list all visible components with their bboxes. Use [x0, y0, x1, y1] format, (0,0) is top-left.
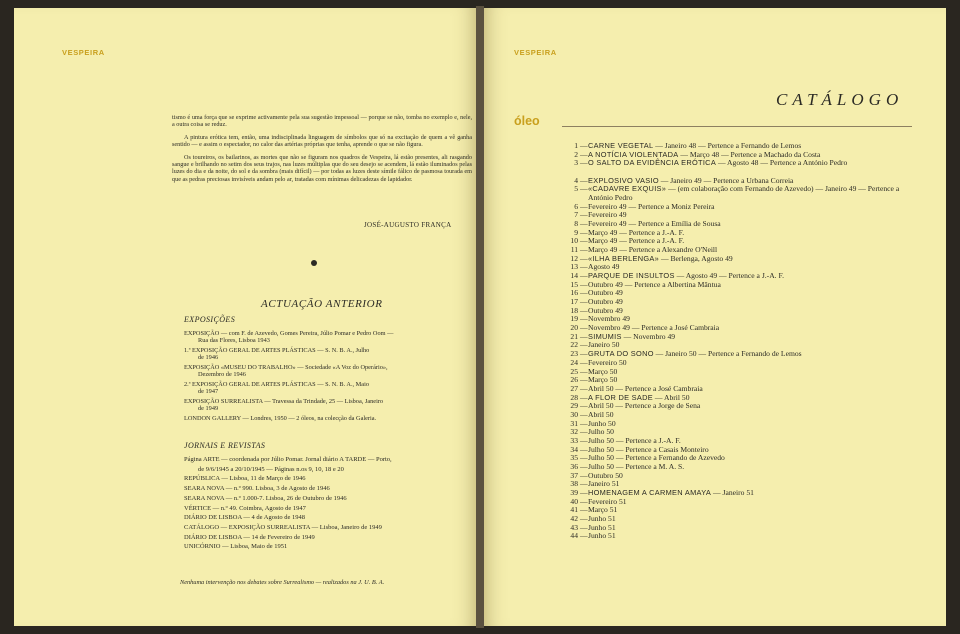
catalog-item-number: 24 — [570, 357, 578, 367]
catalog-item-detail: Fevereiro 51 — [588, 496, 627, 506]
catalog-item-detail: — Março 48 — Pertence a Machado da Costa — [678, 149, 821, 159]
catalog-item-title: «ILHA BERLENGA» — [588, 253, 660, 263]
catalog-item-dash: — — [580, 375, 588, 385]
catalog-item-number: 33 — [570, 435, 578, 445]
catalog-item-number: 44 — [570, 531, 578, 541]
catalog-item-dash: — — [580, 253, 588, 263]
catalog-item-detail: Outubro 50 — [588, 470, 623, 480]
catalog-item-detail: Março 51 — [588, 505, 618, 515]
catalog-item-detail: Novembro 49 — Pertence a José Cambraia — [588, 323, 720, 333]
catalog-item — [564, 524, 924, 533]
catalog-item-detail: — Abril 50 — [653, 392, 690, 402]
catalog-item-text — [588, 532, 924, 541]
catalog-item-dash: — — [580, 383, 588, 393]
catalog-item-detail: Novembro 49 — [588, 314, 630, 324]
catalog-item-number: 18 — [570, 305, 578, 315]
jornal-line: SEARA NOVA — n.º 990. Lisboa, 3 de Agosto de 1946 — [184, 485, 330, 493]
catalog-item-detail: Julho 50 — Pertence a Fernando de Azevedo — [588, 453, 725, 463]
catalog-item — [564, 420, 924, 429]
catalog-item-dash: — — [580, 288, 588, 298]
catalog-item-dash: — — [580, 479, 588, 489]
catalog-item-number: 9 — [574, 227, 578, 237]
catalog-item-dash: — — [580, 531, 588, 541]
catalog-item-number: 37 — [570, 470, 578, 480]
book-gutter — [476, 6, 484, 628]
catalog-item-dash: — — [580, 453, 588, 463]
catalog-item-number: 34 — [570, 444, 578, 454]
catalog-list — [564, 142, 924, 541]
catalog-item-detail: — Janeiro 49 — Pertence a Urbana Correia — [658, 175, 794, 185]
catalog-item — [564, 498, 924, 507]
catalog-item-text — [588, 498, 924, 507]
catalog-item-dash: — — [580, 262, 588, 272]
jornal-line: SEARA NOVA — n.º 1.000-7. Lisboa, 26 de Outubro de 1946 — [184, 494, 347, 502]
catalog-item-detail: Outubro 49 — Pertence a Albertina Mântua — [588, 279, 721, 289]
catalog-item-dash: — — [580, 210, 588, 220]
catalog-item-detail: — Janeiro 50 — Pertence a Fernando de Lemos — [653, 349, 802, 359]
catalog-item — [564, 159, 924, 176]
catalog-item-number: 39 — [570, 487, 578, 497]
running-head-right: VESPEIRA — [514, 48, 557, 57]
catalog-item-number: 7 — [574, 210, 578, 220]
catalog-item-dash: — — [580, 184, 588, 194]
catalog-item-text — [588, 307, 924, 316]
exposicao-line: EXPOSIÇÃO — com F. de Azevedo, Gomes Pereira, Júlio Pomar e Pedro Oom — — [184, 330, 394, 337]
catalog-item-text — [588, 506, 924, 515]
catalog-item-detail: Julho 50 — Pertence a Casais Monteiro — [588, 444, 709, 454]
catalog-item-text — [588, 281, 924, 290]
jornais-list — [184, 455, 476, 552]
catalog-item-detail: Julho 50 — Pertence a M. A. S. — [588, 461, 685, 471]
catalog-item-title: GRUTA DO SONO — [588, 349, 654, 359]
catalog-item-detail: Março 49 — Pertence a Alexandre O'Neill — [588, 245, 718, 255]
catalog-section-oleo: óleo — [514, 114, 540, 128]
footnote: Nenhuma intervenção nos debates sobre Surrealismo — realizados na J. U. B. A. — [180, 579, 385, 586]
catalog-item-dash: — — [580, 427, 588, 437]
catalog-item-title: HOMENAGEM A CARMEN AMAYA — [588, 487, 712, 497]
catalog-item-number: 21 — [570, 331, 578, 341]
catalog-item-dash: — — [580, 227, 588, 237]
exposicao-entry — [184, 364, 476, 378]
catalog-item-text — [588, 420, 924, 429]
catalog-item-text — [588, 402, 924, 411]
exposicao-line: 2.ª EXPOSIÇÃO GERAL DE ARTES PLÁSTICAS — S. N. B. A., Maio — [184, 381, 369, 388]
catalog-item-title: O SALTO DA EVIDÊNCIA ERÓTICA — [588, 158, 717, 168]
catalog-item-dash: — — [580, 418, 588, 428]
catalog-item-title: A NOTÍCIA VIOLENTADA — [588, 149, 679, 159]
exposicao-continuation: de 1946 — [198, 354, 219, 362]
catalog-item-number: 31 — [570, 418, 578, 428]
catalog-item-dash: — — [580, 401, 588, 411]
exposicao-entry — [184, 415, 476, 422]
catalog-item-number: 28 — [570, 392, 578, 402]
catalog-item-text — [588, 185, 924, 202]
catalog-item-dash: — — [580, 149, 588, 159]
catalog-item-number: 30 — [570, 409, 578, 419]
catalog-item-dash: — — [580, 175, 588, 185]
catalog-item-number: 19 — [570, 314, 578, 324]
catalog-item-detail: — Janeiro 51 — [711, 487, 754, 497]
catalog-item-dash: — — [580, 392, 588, 402]
catalog-item-title: A FLOR DE SADE — [588, 392, 653, 402]
catalog-item — [564, 402, 924, 411]
jornais-heading: JORNAIS E REVISTAS — [184, 441, 266, 450]
catalog-item-dash: — — [580, 158, 588, 168]
catalog-item-text — [588, 333, 924, 342]
catalog-item-number: 12 — [570, 253, 578, 263]
catalog-item-number: 15 — [570, 279, 578, 289]
catalog-item-dash: — — [580, 323, 588, 333]
catalog-item-detail: Março 49 — Pertence a J.-A. F. — [588, 227, 685, 237]
catalog-item-detail: Junho 51 — [588, 513, 616, 523]
catalog-item-number: 42 — [570, 513, 578, 523]
catalog-item-dash: — — [580, 366, 588, 376]
catalog-item-dash: — — [580, 444, 588, 454]
catalog-item-number: 36 — [570, 461, 578, 471]
catalog-item-number: 26 — [570, 375, 578, 385]
exposicao-continuation: Rua das Flores, Lisboa 1943 — [198, 337, 270, 345]
catalog-item-dash: — — [580, 331, 588, 341]
catalog-item-detail: Março 49 — Pertence a J.-A. F. — [588, 236, 685, 246]
catalog-item-number: 16 — [570, 288, 578, 298]
catalog-item-detail: Agosto 49 — [588, 262, 620, 272]
catalog-item-text — [588, 489, 924, 498]
catalog-item-dash: — — [580, 513, 588, 523]
catalog-item-detail: — Berlenga, Agosto 49 — [659, 253, 733, 263]
catalog-item-number: 1 — [574, 141, 578, 150]
catalog-item-detail: Abril 50 — Pertence a Jorge de Sena — [588, 401, 701, 411]
right-page — [484, 8, 946, 626]
jornal-entry — [184, 523, 476, 533]
left-page — [14, 8, 476, 626]
catalog-item-number: 17 — [570, 297, 578, 307]
catalog-item-dash: — — [580, 505, 588, 515]
catalog-item-number: 3 — [574, 158, 578, 168]
catalog-item-number: 35 — [570, 453, 578, 463]
jornal-line: UNICÓRNIO — Lisboa, Maio de 1951 — [184, 543, 288, 551]
catalog-item-dash: — — [580, 470, 588, 480]
catalog-item-dash: — — [580, 245, 588, 255]
catalog-item-title: EXPLOSIVO VASIO — [588, 175, 659, 185]
essay-paragraph: A pintura erótica tem, então, uma indisciplinada linguagem de símbolos que só na excitação de quem a vê ganha sentido — e assim o espectador, no calor das artérias próprias que tenha, aprende o que se não figura. — [172, 133, 472, 149]
catalog-item-dash: — — [580, 522, 588, 532]
catalog-item-text — [588, 298, 924, 307]
catalog-item — [564, 515, 924, 524]
catalog-item-dash: — — [580, 201, 588, 211]
catalog-item-detail: Março 50 — [588, 375, 618, 385]
catalog-title: CATÁLOGO — [776, 90, 904, 109]
catalog-item-detail: — Agosto 49 — Pertence a J.-A. F. — [674, 271, 784, 281]
catalog-item-title: CARNE VEGETAL — [588, 141, 654, 150]
essay-paragraph: Os toureiros, os bailarinos, as mortes que não se figuram nos quadros de Vespeira, lá estão presentes, ali rasgando sangue e brilhando no setim dos seus trajos, nas luzes múltiplas que do seu desejo se acendem, lá estão iluminados pelas luzes do dia e da noite, do sol e da sombra (mais difícil) — por todas as luzes deste símile fálico de pasmosa tourada em que as pedras preciosas invisíveis andam pelo ar, tratadas com mínimas delicadezas de lapidador. — [172, 153, 472, 183]
catalog-item-dash: — — [580, 357, 588, 367]
catalog-item-dash: — — [580, 340, 588, 350]
catalog-item — [564, 506, 924, 515]
section-rule — [562, 126, 912, 127]
catalog-item-title: «CADAVRE EXQUIS» — [588, 184, 667, 194]
catalog-item — [564, 359, 924, 368]
catalog-item-detail: Julho 50 — [588, 427, 614, 437]
catalog-item-number: 5 — [574, 184, 578, 194]
catalog-item-detail: Abril 50 — Pertence a José Cambraia — [588, 383, 703, 393]
catalog-item — [564, 368, 924, 377]
catalog-item-number: 4 — [574, 175, 578, 185]
jornal-entry — [184, 504, 476, 514]
catalog-item-text — [588, 515, 924, 524]
catalog-item-number: 25 — [570, 366, 578, 376]
exposicao-continuation: Dezembro de 1946 — [198, 371, 246, 379]
catalog-item — [564, 411, 924, 420]
catalog-item-detail: — Agosto 48 — Pertence a António Pedro — [716, 158, 848, 168]
catalog-item-dash: — — [580, 461, 588, 471]
catalog-item-detail: Janeiro 50 — [588, 340, 620, 350]
jornal-entry — [184, 455, 476, 474]
catalog-item-detail: Fevereiro 50 — [588, 357, 627, 367]
catalog-item — [564, 532, 924, 541]
catalog-item-detail: Junho 51 — [588, 522, 616, 532]
catalog-item-number: 6 — [574, 201, 578, 211]
catalog-item-number: 10 — [570, 236, 578, 246]
jornal-entry — [184, 542, 476, 552]
jornal-line: DIÁRIO DE LISBOA — 4 de Agosto de 1948 — [184, 514, 305, 522]
catalog-item-text — [588, 524, 924, 533]
catalog-item-detail: Janeiro 51 — [588, 479, 620, 489]
jornal-continuation: de 9/6/1945 a 20/10/1945 — Páginas n.os 9, 10, 18 e 20 — [198, 465, 344, 473]
catalog-item-text — [588, 203, 924, 212]
catalog-item-detail: Outubro 49 — [588, 297, 623, 307]
catalog-item-dash: — — [580, 487, 588, 497]
catalog-item-dash: — — [580, 236, 588, 246]
exposicao-line: LONDON GALLERY — Londres, 1950 — 2 óleos, na colecção da Galeria. — [184, 415, 377, 422]
catalog-item-text — [588, 368, 924, 377]
catalog-item-text — [588, 255, 924, 264]
catalog-item-detail: Outubro 49 — [588, 288, 623, 298]
catalog-item-dash: — — [580, 279, 588, 289]
catalog-item-detail: — (em colaboração com Fernando de Azevedo) — Janeiro 49 — Pertence a António Pedro — [588, 184, 900, 203]
catalog-item-dash: — — [580, 297, 588, 307]
catalog-item-dash: — — [580, 349, 588, 359]
running-head-left: VESPEIRA — [62, 48, 105, 57]
catalog-item-text — [588, 289, 924, 298]
jornal-line: Página ARTE — coordenada por Júlio Pomar. Jornal diário A TARDE — Porto, — [184, 456, 392, 463]
catalog-item-number: 40 — [570, 496, 578, 506]
catalog-item-detail: Outubro 49 — [588, 305, 623, 315]
catalog-item-number: 22 — [570, 340, 578, 350]
catalog-item-text — [588, 359, 924, 368]
jornal-entry — [184, 513, 476, 523]
catalog-item-detail: — Janeiro 48 — Pertence a Fernando de Lemos — [653, 141, 802, 150]
essay-text — [172, 114, 472, 188]
catalog-item-number: 38 — [570, 479, 578, 489]
catalog-item-dash: — — [580, 271, 588, 281]
catalog-item-number: 32 — [570, 427, 578, 437]
exposicao-entry — [184, 330, 476, 344]
exposicao-line: 1.ª EXPOSIÇÃO GERAL DE ARTES PLÁSTICAS — S. N. B. A., Julho — [184, 347, 370, 354]
exposicao-continuation: de 1949 — [198, 405, 219, 413]
catalog-item-number: 41 — [570, 505, 578, 515]
section-title: ACTUAÇÃO ANTERIOR — [261, 298, 383, 310]
jornal-entry — [184, 494, 476, 504]
catalog-item-number: 27 — [570, 383, 578, 393]
exposicao-line: EXPOSIÇÃO «MUSEU DO TRABALHO» — Sociedade «A Voz do Operário», — [184, 364, 388, 371]
catalog-item-title: PARQUE DE INSULTOS — [588, 271, 675, 281]
exposicao-continuation: de 1947 — [198, 388, 219, 396]
catalog-item-dash: — — [580, 219, 588, 229]
catalog-item-dash: — — [580, 141, 588, 150]
exposicoes-list — [184, 330, 476, 425]
catalog-item-number: 14 — [570, 271, 578, 281]
catalog-item-title: SIMUMIS — [588, 331, 622, 341]
catalog-item-dash: — — [580, 496, 588, 506]
catalog-item-detail: Fevereiro 49 — [588, 210, 627, 220]
catalog-item-text — [588, 472, 924, 481]
catalog-item-detail: Junho 50 — [588, 418, 616, 428]
catalog-item-detail: — Novembro 49 — [621, 331, 676, 341]
catalog-item-detail: Junho 51 — [588, 531, 616, 541]
exposicao-entry — [184, 347, 476, 361]
catalog-item-number: 8 — [574, 219, 578, 229]
catalog-item-dash: — — [580, 409, 588, 419]
essay-paragraph: tismo é uma força que se exprime activamente pela sua sugestão impessoal — porque se não, tomba no exemplo e, nele, a outra coisa se reduz. — [172, 114, 472, 129]
catalog-item-number: 29 — [570, 401, 578, 411]
jornal-line: VÉRTICE — n.º 49. Coimbra, Agosto de 1947 — [184, 504, 306, 512]
catalog-item-detail: Abril 50 — [588, 409, 614, 419]
exposicao-entry — [184, 381, 476, 395]
catalog-item-number: 20 — [570, 323, 578, 333]
catalog-item-dash: — — [580, 305, 588, 315]
jornal-line: CATÁLOGO — EXPOSIÇÃO SURREALISTA — Lisboa, Janeiro de 1949 — [184, 523, 382, 531]
jornal-entry — [184, 474, 476, 484]
section-bullet — [311, 260, 317, 266]
catalog-item-detail: Março 50 — [588, 366, 618, 376]
catalog-item-detail: Julho 50 — Pertence a J.-A. F. — [588, 435, 681, 445]
catalog-item-number: 2 — [574, 149, 578, 159]
jornal-line: DIÁRIO DE LISBOA — 14 de Fevereiro de 1949 — [184, 533, 315, 541]
catalog-item-number: 13 — [570, 262, 578, 272]
catalog-item-number: 23 — [570, 349, 578, 359]
catalog-item-number: 11 — [570, 245, 578, 255]
catalog-item — [564, 185, 924, 202]
catalog-item-text — [588, 159, 924, 176]
catalog-item-dash: — — [580, 435, 588, 445]
exposicoes-heading: EXPOSIÇÕES — [184, 315, 236, 324]
jornal-line: REPÚBLICA — Lisboa, 11 de Março de 1946 — [184, 475, 306, 483]
exposicao-line: EXPOSIÇÃO SURREALISTA — Travessa da Trindade, 25 — Lisboa, Janeiro — [184, 398, 384, 405]
author-signature: JOSÉ-AUGUSTO FRANÇA — [364, 221, 452, 229]
exposicao-entry — [184, 398, 476, 412]
catalog-item-detail: Fevereiro 49 — Pertence a Moniz Pereira — [588, 201, 715, 211]
catalog-item-dash: — — [580, 314, 588, 324]
catalog-item-text — [588, 350, 924, 359]
jornal-entry — [184, 533, 476, 543]
catalog-item-text — [588, 463, 924, 472]
catalog-item-detail: Fevereiro 49 — Pertence a Emília de Sousa — [588, 219, 721, 229]
catalog-item-number: 43 — [570, 522, 578, 532]
jornal-entry — [184, 484, 476, 494]
catalog-item-text — [588, 411, 924, 420]
